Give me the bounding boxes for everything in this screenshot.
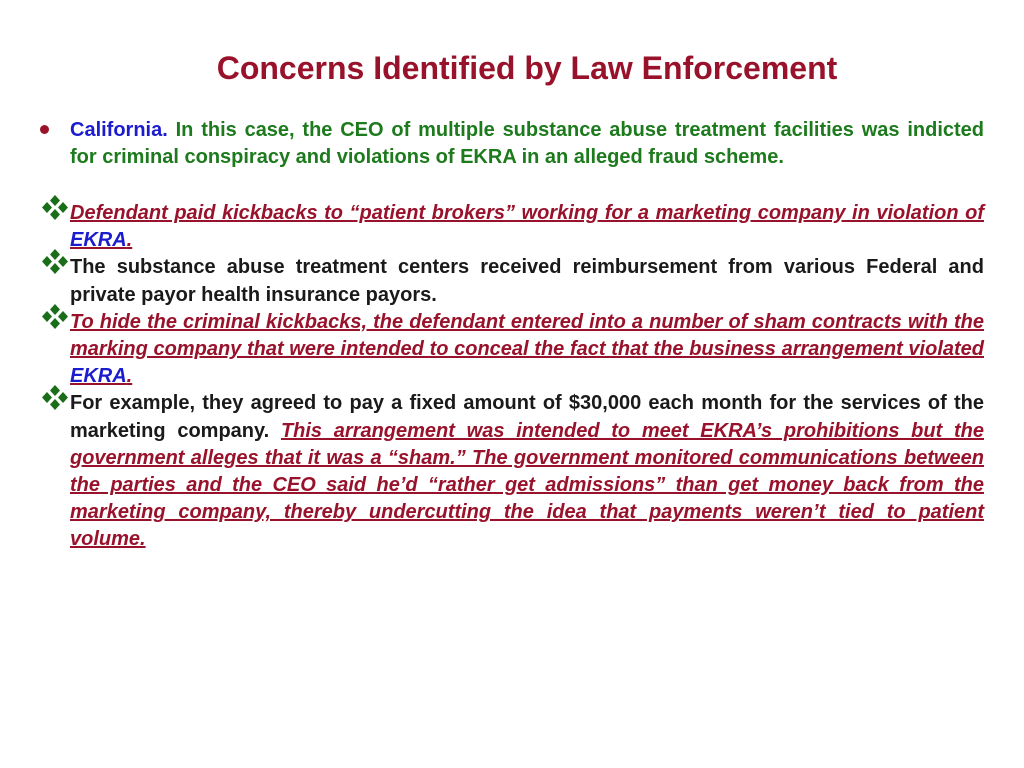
intro-paragraph [40,117,984,171]
emphasis-text-part: Defendant paid kickbacks to “patient brokers” working for a marketing company in violation of [70,202,984,224]
intro-text [70,117,984,171]
list-item [40,390,984,553]
list-item [40,309,984,391]
bullet-text [70,390,984,553]
four-diamond-icon [40,248,70,276]
four-diamond-icon [40,194,70,222]
round-dot-icon [40,125,49,134]
four-diamond-icon [40,384,70,412]
slide-title: Concerns Identified by Law Enforcement [216,50,838,86]
bullet-list [40,200,984,554]
plain-text: For example, they agreed to pay a fixed amount of $30,000 each month for the services of the marketing company. [70,392,984,442]
list-item [40,200,984,254]
four-diamond-icon [40,303,70,331]
emphasis-text-part: . [126,365,133,388]
emphasis-text [70,202,984,251]
bullet-text [70,309,984,391]
ekra-term: EKRA [70,229,127,252]
intro-body: In this case, the CEO of multiple substance abuse treatment facilities was indicted for criminal conspiracy and violations of EKRA in an alleged fraud scheme. [70,119,984,168]
emphasis-text-part: To hide the criminal kickbacks, the defendant entered into a number of sham contracts with the marking company that were intended to conceal the fact that the business arrangement violated [70,310,984,361]
list-item [40,254,984,308]
emphasis-text [70,311,984,387]
bullet-text: The substance abuse treatment centers received reimbursement from various Federal and private payor health insurance payors. [70,256,984,306]
emphasis-text-part: . [126,229,133,252]
bullet-text [70,200,984,254]
intro-location: California. [70,119,168,141]
ekra-term: EKRA [70,365,127,388]
emphasis-text: This arrangement was intended to meet EKRA’s prohibitions but the government alleges that it was a “sham.” The government monitored communications between the parties and the CEO said he’d “rather get admissions” than get money back from the marketing company, thereby undercutting the idea that payments weren’t tied to patient volume. [70,419,985,551]
